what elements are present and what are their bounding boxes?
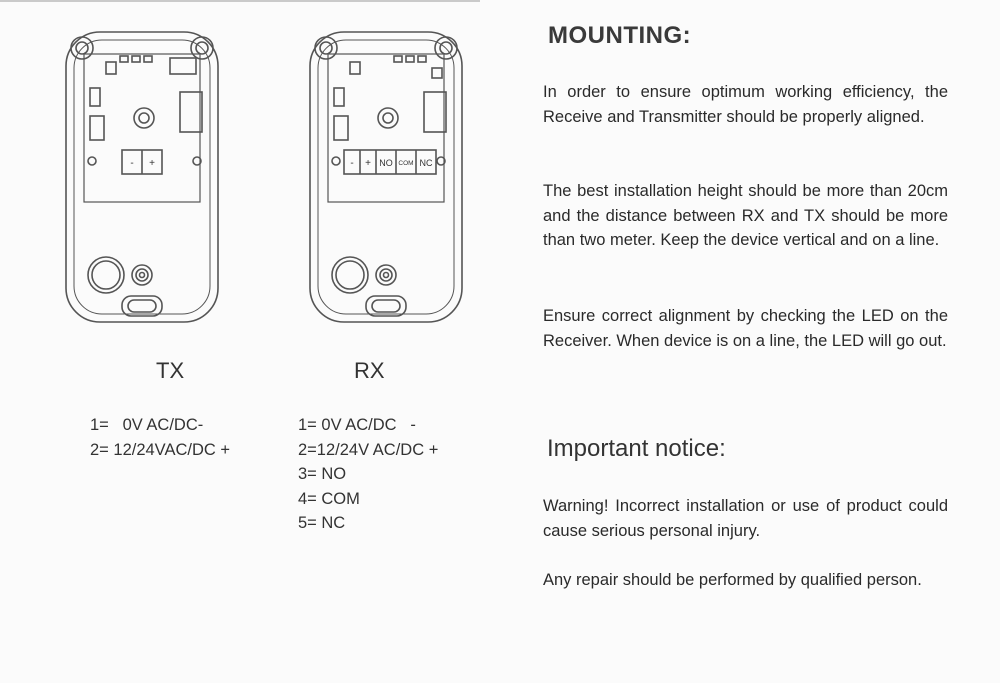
mounting-heading: MOUNTING: xyxy=(548,22,692,49)
mounting-paragraph-1: In order to ensure optimum working efficiency, the Receive and Transmitter should be properly aligned. xyxy=(543,83,948,126)
center-led xyxy=(134,108,154,128)
mounting-paragraph-2: The best installation height should be more than 20cm and the distance between RX and TX should be more than two meter. Keep the device vertical and on a line. xyxy=(543,182,948,250)
rx-terminal-minus: - xyxy=(350,158,354,169)
rx-pin-1: 1= 0V AC/DC - xyxy=(298,416,416,434)
mount-screw xyxy=(132,265,152,285)
rx-terminal-no: NO xyxy=(379,158,393,168)
notice-heading: Important notice: xyxy=(547,435,726,462)
rx-pin-5: 5= NC xyxy=(298,514,346,532)
mounting-paragraph-3: Ensure correct alignment by checking the LED on the Receiver. When device is on a line, the LED will go out. xyxy=(543,307,948,350)
rx-device-diagram xyxy=(306,28,476,328)
center-led xyxy=(378,108,398,128)
tx-pin-1: 1= 0V AC/DC- xyxy=(90,416,204,434)
rx-pin-4: 4= COM xyxy=(298,489,360,508)
notice-paragraph-2: Any repair should be performed by qualified person. xyxy=(543,571,922,589)
tx-terminal-plus: + xyxy=(149,158,155,169)
tx-pin-2: 2= 12/24VAC/DC + xyxy=(90,440,231,459)
notice-paragraph-1: Warning! Incorrect installation or use of product could cause serious personal injury. xyxy=(543,497,948,540)
rx-caption: RX xyxy=(354,358,385,383)
tx-pin-list xyxy=(90,413,230,462)
rx-terminal-nc: NC xyxy=(419,158,433,168)
scan-edge-line xyxy=(0,0,480,2)
rx-pin-3: 3= NO xyxy=(298,465,347,483)
rx-terminal-com: COM xyxy=(398,160,414,167)
knockout-hole xyxy=(88,257,124,293)
tx-device-diagram xyxy=(62,28,232,328)
rx-pin-list xyxy=(298,413,438,536)
rx-pin-2: 2=12/24V AC/DC + xyxy=(298,440,439,459)
rx-terminal-plus: + xyxy=(365,158,371,169)
mount-screw xyxy=(376,265,396,285)
knockout-hole xyxy=(332,257,368,293)
tx-terminal-minus: - xyxy=(130,158,134,169)
tx-caption: TX xyxy=(156,358,185,383)
